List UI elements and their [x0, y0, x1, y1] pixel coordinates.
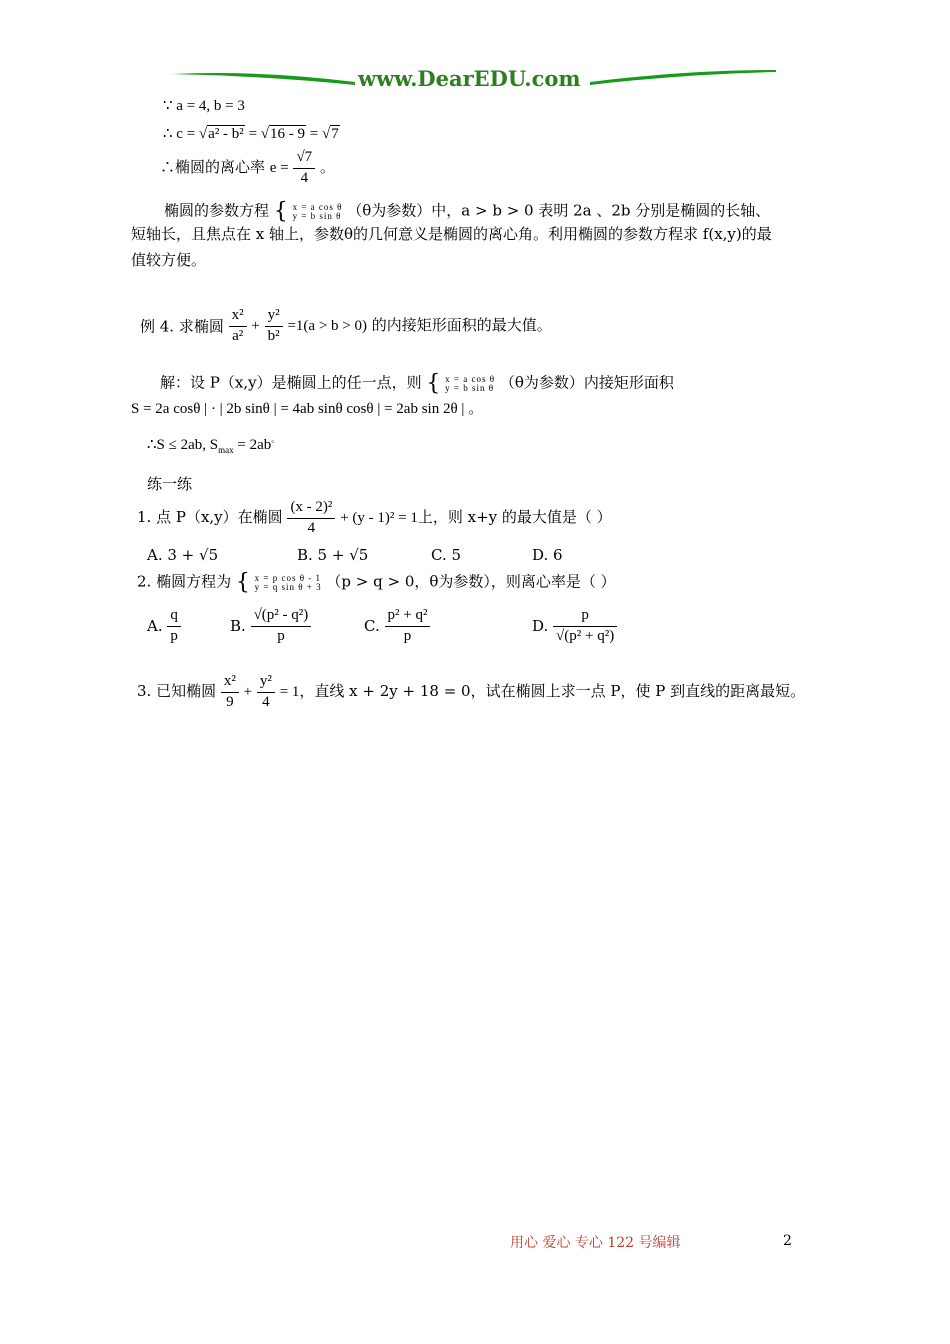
solution-line-2 [163, 124, 340, 143]
area-expression: S = 2a cosθ | · | 2b sinθ | = 4ab sinθ cosθ | = 2ab sin 2θ | 。 [131, 401, 484, 417]
param-system: x = a cos θ y = b sin θ [292, 201, 343, 221]
param-system-2: x = a cos θ y = b sin θ [445, 373, 496, 393]
q1-option-b: B. 5 + √5 [297, 546, 369, 564]
plus-sign: + [251, 318, 260, 334]
eccentricity-label: ∴椭圆的离心率 [160, 158, 266, 176]
example-4-solution-line-1 [160, 371, 674, 396]
max-area-line: ∴S ≤ 2ab, $S_{max} = 2ab^。$ [147, 434, 281, 455]
practice-title: 练一练 [147, 475, 193, 493]
brace-3: { [235, 570, 250, 595]
example-4-statement [140, 306, 552, 346]
example-4-label: 例 4. 求椭圆 [140, 317, 224, 336]
q2-option-d: D. $\frac{p}{\text{√(p² + q²)}}$ [532, 606, 617, 646]
solution-line-1: ∵ a = 4, b = 3 [163, 98, 245, 114]
eccentricity-e: e = [269, 160, 289, 176]
q2-option-b: B. $\frac{\text{√(p² - q²)}}{p}$ [230, 606, 311, 646]
question-1: 1. 点 P（x,y）在椭圆 $\frac{\text{(x - 2)²}}{4}$ + (y - 1)² = 1上，则 x+y 的最大值是（ ） [137, 498, 612, 538]
eccentricity-fraction: $\frac{√7}{4}$ [293, 148, 315, 188]
q1-fraction: $\frac{\text{(x - 2)²}}{4}$ [287, 498, 335, 538]
period: 。 [319, 158, 335, 176]
note-text-1-rest: （θ为参数）中，a > b > 0 表明 2a 、2b 分别是椭圆的长轴、 [347, 201, 771, 220]
question-3: 3. 已知椭圆 $\frac{\text{x²}}{9}$ + $\frac{\text{y²}}{4}$ = 1，直线 x + 2y + 18 = 0，试在椭圆上求一点 P，使 P 到直线的距离最短。 [137, 673, 806, 710]
sqrt-16-9: √16 - 9 [260, 126, 306, 142]
brace: { [273, 199, 288, 224]
frac-x2-a2: $\frac{\text{x²}}{\text{a²}}$ [229, 306, 247, 346]
q2-option-c: C. $\frac{\text{p² + q²}}{p}$ [364, 606, 430, 646]
note-text-1: 椭圆的参数方程 [164, 201, 270, 220]
sqrt-7: √7 [321, 126, 339, 142]
question-2: 2. 椭圆方程为 { x = p cos θ - 1 y = q sin θ + 3 （p > q > 0，θ为参数），则离心率是（ ） [137, 570, 616, 595]
example-4-tail: 的内接矩形面积的最大值。 [371, 316, 552, 334]
note-line-1 [164, 199, 770, 224]
ellipse-condition: =1(a > b > 0) [287, 318, 367, 334]
equals-2: = [309, 126, 319, 142]
sqrt-a2-b2: √a² - b² [198, 126, 244, 142]
q2-option-a: A. $\frac{q}{p}$ [147, 606, 181, 646]
brace-2: { [426, 371, 441, 396]
solution-prefix: 解：设 P（x,y）是椭圆上的任一点，则 [160, 373, 422, 392]
solution-rest: （θ为参数）内接矩形面积 [499, 373, 674, 392]
q1-option-d: D. 6 [532, 546, 563, 564]
q1-option-c: C. 5 [431, 546, 462, 564]
note-line-2: 短轴长，且焦点在 x 轴上，参数θ的几何意义是椭圆的离心角。利用椭圆的参数方程求 f(x,y)的最 [131, 225, 772, 243]
site-logo-text: www.DearEDU.com [358, 66, 581, 91]
equals-1: = [248, 126, 258, 142]
q1-option-a: A. 3 + √5 [147, 546, 219, 564]
param-system-3: x = p cos θ - 1 y = q sin θ + 3 [254, 572, 322, 592]
footer-credit: 用心 爱心 专心 122 号编辑 [510, 1235, 681, 1251]
frac-y2-b2: $\frac{\text{y²}}{\text{b²}}$ [265, 306, 283, 346]
note-line-3: 值较方便。 [131, 251, 207, 269]
solution-line-3 [160, 148, 335, 188]
header-banner [170, 64, 780, 94]
solution-line-2-prefix: ∴ c = [163, 126, 196, 142]
page-number: 2 [783, 1233, 792, 1249]
